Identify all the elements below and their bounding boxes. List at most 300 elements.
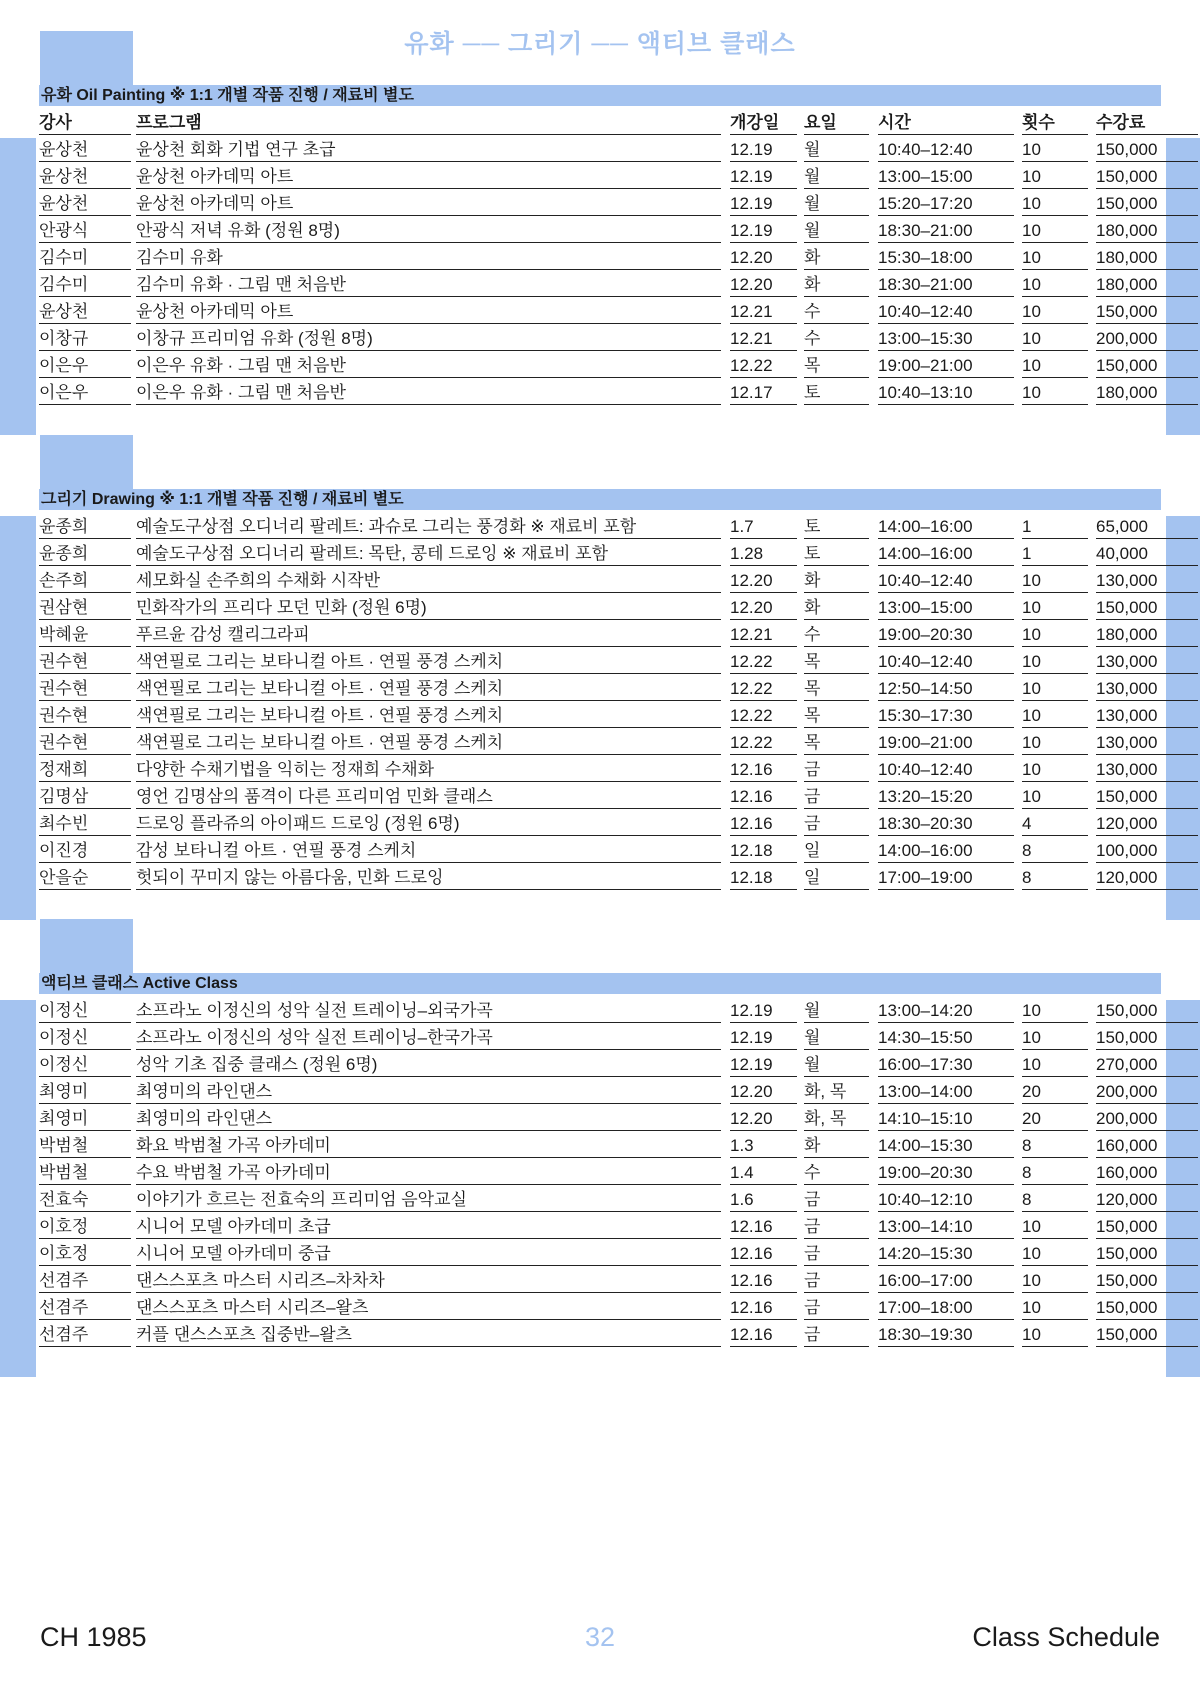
cell-time: 18:30–21:00 xyxy=(878,217,1014,243)
cell-time: 16:00–17:00 xyxy=(878,1267,1014,1293)
cell-day: 금 xyxy=(804,810,869,836)
cell-sessions: 10 xyxy=(1022,756,1088,782)
cell-fee: 130,000 xyxy=(1096,648,1198,674)
cell-program: 세모화실 손주희의 수채화 시작반 xyxy=(136,567,721,593)
cell-program: 윤상천 아카데믹 아트 xyxy=(136,190,721,216)
cell-instructor: 윤상천 xyxy=(39,163,131,189)
cell-sessions: 20 xyxy=(1022,1105,1088,1131)
cell-instructor: 이창규 xyxy=(39,325,131,351)
cell-day: 토 xyxy=(804,513,869,539)
cell-time: 16:00–17:30 xyxy=(878,1051,1014,1077)
cell-program: 이야기가 흐르는 전효숙의 프리미엄 음악교실 xyxy=(136,1186,721,1212)
cell-instructor: 최영미 xyxy=(39,1078,131,1104)
footer-section-label: Class Schedule xyxy=(972,1622,1160,1652)
cell-instructor: 최수빈 xyxy=(39,810,131,836)
cell-program: 색연필로 그리는 보타니컬 아트 · 연필 풍경 스케치 xyxy=(136,729,721,755)
cell-sessions: 10 xyxy=(1022,163,1088,189)
cell-sessions: 10 xyxy=(1022,1240,1088,1266)
decor-block xyxy=(40,919,133,973)
cell-sessions: 8 xyxy=(1022,864,1088,890)
section-active-class xyxy=(39,973,1161,1348)
cell-program: 안광식 저녁 유화 (정원 8명) xyxy=(136,217,721,243)
table-row xyxy=(39,1294,1161,1321)
cell-fee: 65,000 xyxy=(1096,513,1198,539)
cell-start-date: 12.20 xyxy=(730,567,797,593)
cell-program: 민화작가의 프리다 모던 민화 (정원 6명) xyxy=(136,594,721,620)
table-row xyxy=(39,540,1161,567)
page-number: 32 xyxy=(584,1622,616,1652)
cell-sessions: 10 xyxy=(1022,271,1088,297)
cell-sessions: 10 xyxy=(1022,1024,1088,1050)
table-row xyxy=(39,1051,1161,1078)
column-header-time: 시간 xyxy=(878,109,1014,135)
cell-start-date: 12.19 xyxy=(730,997,797,1023)
cell-instructor: 선겸주 xyxy=(39,1267,131,1293)
cell-day: 화 xyxy=(804,594,869,620)
cell-time: 13:00–14:00 xyxy=(878,1078,1014,1104)
section-oil-painting xyxy=(39,85,1161,406)
table-row xyxy=(39,1240,1161,1267)
table-row xyxy=(39,325,1161,352)
cell-program: 감성 보타니컬 아트 · 연필 풍경 스케치 xyxy=(136,837,721,863)
cell-fee: 100,000 xyxy=(1096,837,1198,863)
column-header-start-date: 개강일 xyxy=(730,109,797,135)
cell-time: 18:30–19:30 xyxy=(878,1321,1014,1347)
cell-day: 목 xyxy=(804,702,869,728)
cell-day: 금 xyxy=(804,1240,869,1266)
table-row xyxy=(39,864,1161,891)
cell-day: 월 xyxy=(804,217,869,243)
cell-program: 커플 댄스스포츠 집중반–왈츠 xyxy=(136,1321,721,1347)
cell-fee: 150,000 xyxy=(1096,997,1198,1023)
table-row xyxy=(39,244,1161,271)
cell-time: 13:00–14:20 xyxy=(878,997,1014,1023)
cell-instructor: 윤상천 xyxy=(39,136,131,162)
cell-sessions: 8 xyxy=(1022,837,1088,863)
cell-program: 이은우 유화 · 그림 맨 처음반 xyxy=(136,379,721,405)
cell-time: 19:00–21:00 xyxy=(878,729,1014,755)
table-row xyxy=(39,217,1161,244)
cell-sessions: 10 xyxy=(1022,675,1088,701)
cell-instructor: 이정신 xyxy=(39,997,131,1023)
cell-day: 금 xyxy=(804,1321,869,1347)
cell-start-date: 1.28 xyxy=(730,540,797,566)
cell-start-date: 12.22 xyxy=(730,648,797,674)
cell-sessions: 10 xyxy=(1022,1321,1088,1347)
cell-day: 목 xyxy=(804,648,869,674)
cell-sessions: 10 xyxy=(1022,136,1088,162)
table-row xyxy=(39,163,1161,190)
table-row xyxy=(39,567,1161,594)
cell-day: 일 xyxy=(804,837,869,863)
table-row xyxy=(39,1186,1161,1213)
decor-block xyxy=(0,1000,36,1377)
cell-time: 19:00–21:00 xyxy=(878,352,1014,378)
cell-time: 18:30–20:30 xyxy=(878,810,1014,836)
cell-program: 소프라노 이정신의 성악 실전 트레이닝–외국가곡 xyxy=(136,997,721,1023)
cell-program: 김수미 유화 xyxy=(136,244,721,270)
cell-sessions: 10 xyxy=(1022,783,1088,809)
cell-program: 윤상천 아카데믹 아트 xyxy=(136,163,721,189)
cell-sessions: 10 xyxy=(1022,325,1088,351)
cell-fee: 180,000 xyxy=(1096,244,1198,270)
cell-instructor: 윤종희 xyxy=(39,513,131,539)
cell-day: 목 xyxy=(804,675,869,701)
cell-start-date: 12.22 xyxy=(730,352,797,378)
cell-fee: 120,000 xyxy=(1096,864,1198,890)
cell-fee: 40,000 xyxy=(1096,540,1198,566)
cell-start-date: 12.16 xyxy=(730,1321,797,1347)
cell-sessions: 10 xyxy=(1022,1294,1088,1320)
cell-sessions: 10 xyxy=(1022,352,1088,378)
cell-day: 월 xyxy=(804,163,869,189)
cell-sessions: 1 xyxy=(1022,513,1088,539)
cell-instructor: 권수현 xyxy=(39,675,131,701)
cell-start-date: 12.21 xyxy=(730,298,797,324)
cell-program: 댄스스포츠 마스터 시리즈–차차차 xyxy=(136,1267,721,1293)
table-row xyxy=(39,702,1161,729)
column-header-day: 요일 xyxy=(804,109,869,135)
cell-instructor: 박범철 xyxy=(39,1132,131,1158)
cell-program: 이창규 프리미엄 유화 (정원 8명) xyxy=(136,325,721,351)
cell-instructor: 박혜윤 xyxy=(39,621,131,647)
cell-day: 목 xyxy=(804,352,869,378)
page-title: 유화 ── 그리기 ── 액티브 클래스 xyxy=(404,30,796,58)
table-row xyxy=(39,621,1161,648)
table-row xyxy=(39,1213,1161,1240)
cell-time: 10:40–12:40 xyxy=(878,756,1014,782)
cell-start-date: 12.20 xyxy=(730,271,797,297)
cell-sessions: 10 xyxy=(1022,217,1088,243)
cell-day: 수 xyxy=(804,298,869,324)
cell-fee: 130,000 xyxy=(1096,729,1198,755)
table-header-row xyxy=(39,109,1161,136)
cell-day: 화, 목 xyxy=(804,1105,869,1131)
table-row xyxy=(39,352,1161,379)
cell-sessions: 10 xyxy=(1022,997,1088,1023)
cell-instructor: 권수현 xyxy=(39,702,131,728)
table-row xyxy=(39,1132,1161,1159)
cell-start-date: 12.17 xyxy=(730,379,797,405)
cell-day: 월 xyxy=(804,1051,869,1077)
table-row xyxy=(39,271,1161,298)
cell-program: 수요 박범철 가곡 아카데미 xyxy=(136,1159,721,1185)
cell-day: 일 xyxy=(804,864,869,890)
cell-sessions: 10 xyxy=(1022,567,1088,593)
cell-instructor: 김수미 xyxy=(39,271,131,297)
cell-program: 다양한 수채기법을 익히는 정재희 수채화 xyxy=(136,756,721,782)
cell-fee: 150,000 xyxy=(1096,190,1198,216)
cell-instructor: 선겸주 xyxy=(39,1321,131,1347)
cell-fee: 160,000 xyxy=(1096,1132,1198,1158)
table-row xyxy=(39,729,1161,756)
cell-start-date: 12.16 xyxy=(730,1213,797,1239)
cell-time: 10:40–12:40 xyxy=(878,136,1014,162)
cell-day: 금 xyxy=(804,783,869,809)
cell-start-date: 12.18 xyxy=(730,837,797,863)
cell-start-date: 12.20 xyxy=(730,1078,797,1104)
cell-instructor: 권삼현 xyxy=(39,594,131,620)
table-row xyxy=(39,298,1161,325)
table-row xyxy=(39,675,1161,702)
cell-time: 15:30–17:30 xyxy=(878,702,1014,728)
table-row xyxy=(39,1321,1161,1348)
cell-sessions: 10 xyxy=(1022,594,1088,620)
cell-time: 13:20–15:20 xyxy=(878,783,1014,809)
cell-start-date: 12.16 xyxy=(730,1294,797,1320)
cell-program: 예술도구상점 오디너리 팔레트: 목탄, 콩테 드로잉 ※ 재료비 포함 xyxy=(136,540,721,566)
cell-program: 윤상천 아카데믹 아트 xyxy=(136,298,721,324)
cell-start-date: 12.19 xyxy=(730,217,797,243)
cell-fee: 150,000 xyxy=(1096,1294,1198,1320)
cell-start-date: 12.16 xyxy=(730,756,797,782)
cell-instructor: 박범철 xyxy=(39,1159,131,1185)
cell-instructor: 이호정 xyxy=(39,1213,131,1239)
cell-instructor: 손주희 xyxy=(39,567,131,593)
cell-fee: 180,000 xyxy=(1096,621,1198,647)
section-title: 유화 Oil Painting ※ 1:1 개별 작품 진행 / 재료비 별도 xyxy=(39,85,1161,106)
cell-instructor: 윤종희 xyxy=(39,540,131,566)
table-row xyxy=(39,783,1161,810)
cell-start-date: 12.21 xyxy=(730,325,797,351)
cell-day: 월 xyxy=(804,136,869,162)
cell-start-date: 1.6 xyxy=(730,1186,797,1212)
column-header-instructor: 강사 xyxy=(39,109,131,135)
cell-sessions: 10 xyxy=(1022,298,1088,324)
table-row xyxy=(39,594,1161,621)
cell-fee: 180,000 xyxy=(1096,271,1198,297)
cell-time: 13:00–15:00 xyxy=(878,594,1014,620)
cell-time: 13:00–14:10 xyxy=(878,1213,1014,1239)
cell-time: 14:30–15:50 xyxy=(878,1024,1014,1050)
cell-fee: 130,000 xyxy=(1096,567,1198,593)
cell-program: 이은우 유화 · 그림 맨 처음반 xyxy=(136,352,721,378)
decor-block xyxy=(40,435,133,489)
cell-start-date: 1.4 xyxy=(730,1159,797,1185)
cell-instructor: 최영미 xyxy=(39,1105,131,1131)
table-body xyxy=(39,513,1161,891)
cell-fee: 150,000 xyxy=(1096,1024,1198,1050)
column-header-program: 프로그램 xyxy=(136,109,721,135)
cell-program: 헛되이 꾸미지 않는 아름다움, 민화 드로잉 xyxy=(136,864,721,890)
cell-fee: 150,000 xyxy=(1096,163,1198,189)
cell-program: 색연필로 그리는 보타니컬 아트 · 연필 풍경 스케치 xyxy=(136,675,721,701)
cell-time: 17:00–18:00 xyxy=(878,1294,1014,1320)
cell-fee: 150,000 xyxy=(1096,1240,1198,1266)
cell-program: 영언 김명삼의 품격이 다른 프리미엄 민화 클래스 xyxy=(136,783,721,809)
cell-start-date: 12.20 xyxy=(730,594,797,620)
column-header-fee: 수강료 xyxy=(1096,109,1198,135)
cell-instructor: 이정신 xyxy=(39,1024,131,1050)
cell-day: 화 xyxy=(804,1132,869,1158)
cell-fee: 150,000 xyxy=(1096,783,1198,809)
cell-start-date: 12.19 xyxy=(730,1051,797,1077)
cell-start-date: 12.18 xyxy=(730,864,797,890)
cell-day: 금 xyxy=(804,756,869,782)
decor-block xyxy=(0,138,36,435)
cell-day: 금 xyxy=(804,1213,869,1239)
cell-fee: 150,000 xyxy=(1096,298,1198,324)
cell-start-date: 12.22 xyxy=(730,729,797,755)
cell-time: 10:40–12:10 xyxy=(878,1186,1014,1212)
cell-program: 윤상천 회화 기법 연구 초급 xyxy=(136,136,721,162)
cell-start-date: 12.20 xyxy=(730,1105,797,1131)
cell-start-date: 12.20 xyxy=(730,244,797,270)
cell-program: 성악 기초 집중 클래스 (정원 6명) xyxy=(136,1051,721,1077)
decor-block xyxy=(0,516,36,920)
cell-start-date: 1.7 xyxy=(730,513,797,539)
cell-time: 13:00–15:00 xyxy=(878,163,1014,189)
cell-fee: 270,000 xyxy=(1096,1051,1198,1077)
cell-fee: 150,000 xyxy=(1096,594,1198,620)
footer-brand: CH 1985 xyxy=(40,1622,147,1652)
table-body xyxy=(39,997,1161,1348)
table-row xyxy=(39,1267,1161,1294)
cell-sessions: 8 xyxy=(1022,1132,1088,1158)
cell-fee: 150,000 xyxy=(1096,1321,1198,1347)
cell-fee: 180,000 xyxy=(1096,379,1198,405)
cell-instructor: 선겸주 xyxy=(39,1294,131,1320)
cell-time: 10:40–12:40 xyxy=(878,648,1014,674)
table-row xyxy=(39,379,1161,406)
cell-fee: 160,000 xyxy=(1096,1159,1198,1185)
cell-fee: 200,000 xyxy=(1096,1105,1198,1131)
cell-start-date: 12.16 xyxy=(730,1267,797,1293)
cell-instructor: 이정신 xyxy=(39,1051,131,1077)
cell-day: 토 xyxy=(804,379,869,405)
cell-instructor: 이은우 xyxy=(39,352,131,378)
cell-day: 월 xyxy=(804,997,869,1023)
cell-day: 금 xyxy=(804,1294,869,1320)
cell-program: 김수미 유화 · 그림 맨 처음반 xyxy=(136,271,721,297)
cell-instructor: 정재희 xyxy=(39,756,131,782)
cell-time: 14:00–16:00 xyxy=(878,540,1014,566)
cell-program: 색연필로 그리는 보타니컬 아트 · 연필 풍경 스케치 xyxy=(136,702,721,728)
cell-fee: 120,000 xyxy=(1096,1186,1198,1212)
cell-day: 월 xyxy=(804,190,869,216)
cell-day: 금 xyxy=(804,1267,869,1293)
cell-instructor: 이진경 xyxy=(39,837,131,863)
cell-fee: 150,000 xyxy=(1096,1267,1198,1293)
cell-day: 수 xyxy=(804,325,869,351)
cell-day: 금 xyxy=(804,1186,869,1212)
section-drawing xyxy=(39,489,1161,891)
cell-sessions: 10 xyxy=(1022,379,1088,405)
cell-program: 푸르윤 감성 캘리그라피 xyxy=(136,621,721,647)
cell-program: 드로잉 플라쥬의 아이패드 드로잉 (정원 6명) xyxy=(136,810,721,836)
cell-fee: 150,000 xyxy=(1096,352,1198,378)
cell-instructor: 이은우 xyxy=(39,379,131,405)
table-row xyxy=(39,648,1161,675)
cell-time: 12:50–14:50 xyxy=(878,675,1014,701)
table-row xyxy=(39,190,1161,217)
cell-instructor: 김수미 xyxy=(39,244,131,270)
cell-fee: 200,000 xyxy=(1096,1078,1198,1104)
cell-day: 화 xyxy=(804,244,869,270)
cell-day: 토 xyxy=(804,540,869,566)
cell-fee: 130,000 xyxy=(1096,702,1198,728)
table-row xyxy=(39,1078,1161,1105)
cell-instructor: 윤상천 xyxy=(39,298,131,324)
cell-start-date: 12.19 xyxy=(730,190,797,216)
cell-sessions: 10 xyxy=(1022,702,1088,728)
cell-time: 19:00–20:30 xyxy=(878,621,1014,647)
table-row xyxy=(39,1105,1161,1132)
table-row xyxy=(39,513,1161,540)
cell-fee: 130,000 xyxy=(1096,756,1198,782)
section-title: 그리기 Drawing ※ 1:1 개별 작품 진행 / 재료비 별도 xyxy=(39,489,1161,510)
cell-sessions: 1 xyxy=(1022,540,1088,566)
cell-sessions: 10 xyxy=(1022,1213,1088,1239)
cell-sessions: 4 xyxy=(1022,810,1088,836)
cell-instructor: 권수현 xyxy=(39,729,131,755)
cell-start-date: 1.3 xyxy=(730,1132,797,1158)
table-row xyxy=(39,1159,1161,1186)
cell-start-date: 12.19 xyxy=(730,136,797,162)
cell-sessions: 10 xyxy=(1022,244,1088,270)
cell-program: 시니어 모델 아카데미 중급 xyxy=(136,1240,721,1266)
cell-program: 예술도구상점 오디너리 팔레트: 과슈로 그리는 풍경화 ※ 재료비 포함 xyxy=(136,513,721,539)
cell-fee: 200,000 xyxy=(1096,325,1198,351)
cell-fee: 150,000 xyxy=(1096,136,1198,162)
cell-instructor: 김명삼 xyxy=(39,783,131,809)
cell-program: 화요 박범철 가곡 아카데미 xyxy=(136,1132,721,1158)
cell-start-date: 12.19 xyxy=(730,163,797,189)
cell-day: 수 xyxy=(804,621,869,647)
cell-start-date: 12.16 xyxy=(730,783,797,809)
cell-start-date: 12.16 xyxy=(730,1240,797,1266)
cell-sessions: 10 xyxy=(1022,621,1088,647)
cell-time: 13:00–15:30 xyxy=(878,325,1014,351)
table-row xyxy=(39,1024,1161,1051)
cell-day: 월 xyxy=(804,1024,869,1050)
table-row xyxy=(39,756,1161,783)
cell-time: 10:40–12:40 xyxy=(878,567,1014,593)
table-row xyxy=(39,837,1161,864)
cell-program: 색연필로 그리는 보타니컬 아트 · 연필 풍경 스케치 xyxy=(136,648,721,674)
cell-instructor: 권수현 xyxy=(39,648,131,674)
cell-fee: 130,000 xyxy=(1096,675,1198,701)
cell-time: 15:30–18:00 xyxy=(878,244,1014,270)
cell-instructor: 이호정 xyxy=(39,1240,131,1266)
cell-day: 화 xyxy=(804,271,869,297)
cell-sessions: 10 xyxy=(1022,648,1088,674)
cell-sessions: 8 xyxy=(1022,1186,1088,1212)
cell-day: 화, 목 xyxy=(804,1078,869,1104)
cell-sessions: 10 xyxy=(1022,729,1088,755)
cell-instructor: 안광식 xyxy=(39,217,131,243)
cell-start-date: 12.16 xyxy=(730,810,797,836)
decor-block xyxy=(40,31,133,85)
cell-sessions: 10 xyxy=(1022,1267,1088,1293)
cell-time: 14:10–15:10 xyxy=(878,1105,1014,1131)
column-header-sessions: 횟수 xyxy=(1022,109,1088,135)
table-body xyxy=(39,136,1161,406)
section-title: 액티브 클래스 Active Class xyxy=(39,973,1161,994)
cell-time: 14:00–15:30 xyxy=(878,1132,1014,1158)
cell-time: 10:40–12:40 xyxy=(878,298,1014,324)
cell-program: 댄스스포츠 마스터 시리즈–왈츠 xyxy=(136,1294,721,1320)
cell-instructor: 전효숙 xyxy=(39,1186,131,1212)
cell-start-date: 12.22 xyxy=(730,675,797,701)
cell-fee: 120,000 xyxy=(1096,810,1198,836)
cell-program: 최영미의 라인댄스 xyxy=(136,1078,721,1104)
cell-time: 14:00–16:00 xyxy=(878,513,1014,539)
cell-sessions: 20 xyxy=(1022,1078,1088,1104)
cell-program: 최영미의 라인댄스 xyxy=(136,1105,721,1131)
cell-time: 15:20–17:20 xyxy=(878,190,1014,216)
cell-instructor: 윤상천 xyxy=(39,190,131,216)
